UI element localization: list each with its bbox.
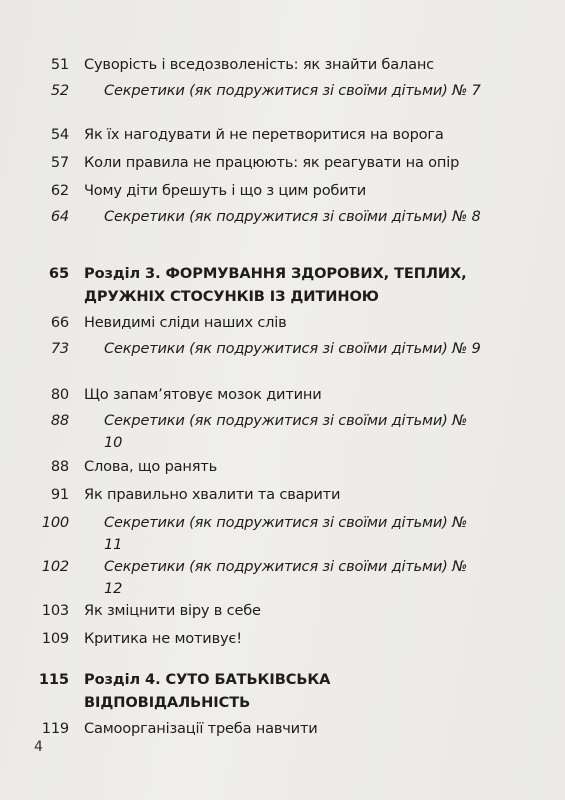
toc-title: Секретики (як подружитися зі своїми дітьми) № 12	[104, 558, 468, 597]
toc-page-number: 80	[50, 386, 69, 403]
toc-title: Чому діти брешуть і що з цим робити	[84, 182, 367, 199]
toc-page-number: 102	[41, 558, 69, 575]
toc-page-number: 115	[38, 671, 69, 688]
toc-page-number: 100	[41, 514, 69, 531]
page-number: 4	[34, 739, 43, 755]
toc-subentry	[0, 338, 484, 360]
toc-page-number: 62	[50, 182, 69, 199]
toc-title: Коли правила не працюють: як реагувати на опір	[84, 154, 460, 171]
toc-entry	[0, 152, 484, 174]
toc-subentry	[0, 410, 484, 454]
toc-entry	[0, 628, 484, 650]
toc-title: Як зміцнити віру в себе	[84, 602, 261, 619]
toc-subentry	[0, 80, 484, 102]
toc-title: Слова, що ранять	[84, 458, 218, 475]
toc-title: Розділ 4. СУТО БАТЬКІВСЬКА ВІДПОВІДАЛЬНІСТЬ	[84, 671, 331, 711]
toc-title: Секретики (як подружитися зі своїми дітьми) № 9	[104, 340, 481, 357]
toc-chapter	[0, 262, 484, 308]
toc-page-number: 65	[48, 265, 69, 282]
toc-chapter	[0, 668, 484, 714]
toc-title: Секретики (як подружитися зі своїми дітьми) № 10	[104, 412, 468, 451]
toc-entry	[0, 456, 484, 478]
toc-title: Як правильно хвалити та сварити	[84, 486, 341, 503]
toc-page-number: 109	[41, 630, 69, 647]
toc-title: Критика не мотивує!	[84, 630, 242, 647]
toc-page-number: 54	[50, 126, 69, 143]
toc-entry	[0, 600, 484, 622]
toc-title: Суворість і вседозволеність: як знайти баланс	[84, 56, 434, 73]
toc-entry	[0, 124, 484, 146]
toc-entry	[0, 718, 484, 740]
toc-entry	[0, 54, 484, 76]
toc-page-number: 66	[50, 314, 69, 331]
toc-title: Що запам’ятовує мозок дитини	[84, 386, 322, 403]
toc-title: Секретики (як подружитися зі своїми дітьми) № 11	[104, 514, 468, 553]
toc-title: Невидимі сліди наших слів	[84, 314, 287, 331]
toc-subentry	[0, 206, 484, 228]
toc-page-number: 52	[50, 82, 69, 99]
toc-entry	[0, 312, 484, 334]
toc-page-number: 73	[50, 340, 69, 357]
toc-entry	[0, 484, 484, 506]
toc-page-number: 91	[50, 486, 69, 503]
toc-subentry	[0, 512, 484, 556]
toc-title: Як їх нагодувати й не перетворитися на ворога	[84, 126, 444, 143]
toc-entry	[0, 180, 484, 202]
toc-title: Самоорганізації треба навчити	[84, 720, 318, 737]
toc-page-number: 88	[50, 458, 69, 475]
toc-title: Розділ 3. ФОРМУВАННЯ ЗДОРОВИХ, ТЕПЛИХ, ДРУЖНІХ СТОСУНКІВ ІЗ ДИТИНОЮ	[84, 265, 467, 305]
toc-page-number: 51	[50, 56, 69, 73]
toc-page-number: 119	[41, 720, 69, 737]
toc-page-number: 57	[50, 154, 69, 171]
toc-page-number: 103	[41, 602, 69, 619]
toc-title: Секретики (як подружитися зі своїми дітьми) № 8	[104, 208, 481, 225]
toc-subentry	[0, 556, 484, 600]
toc-title: Секретики (як подружитися зі своїми дітьми) № 7	[104, 82, 481, 99]
toc-entry	[0, 384, 484, 406]
toc-page-number: 64	[50, 208, 69, 225]
toc-page-number: 88	[50, 412, 69, 429]
